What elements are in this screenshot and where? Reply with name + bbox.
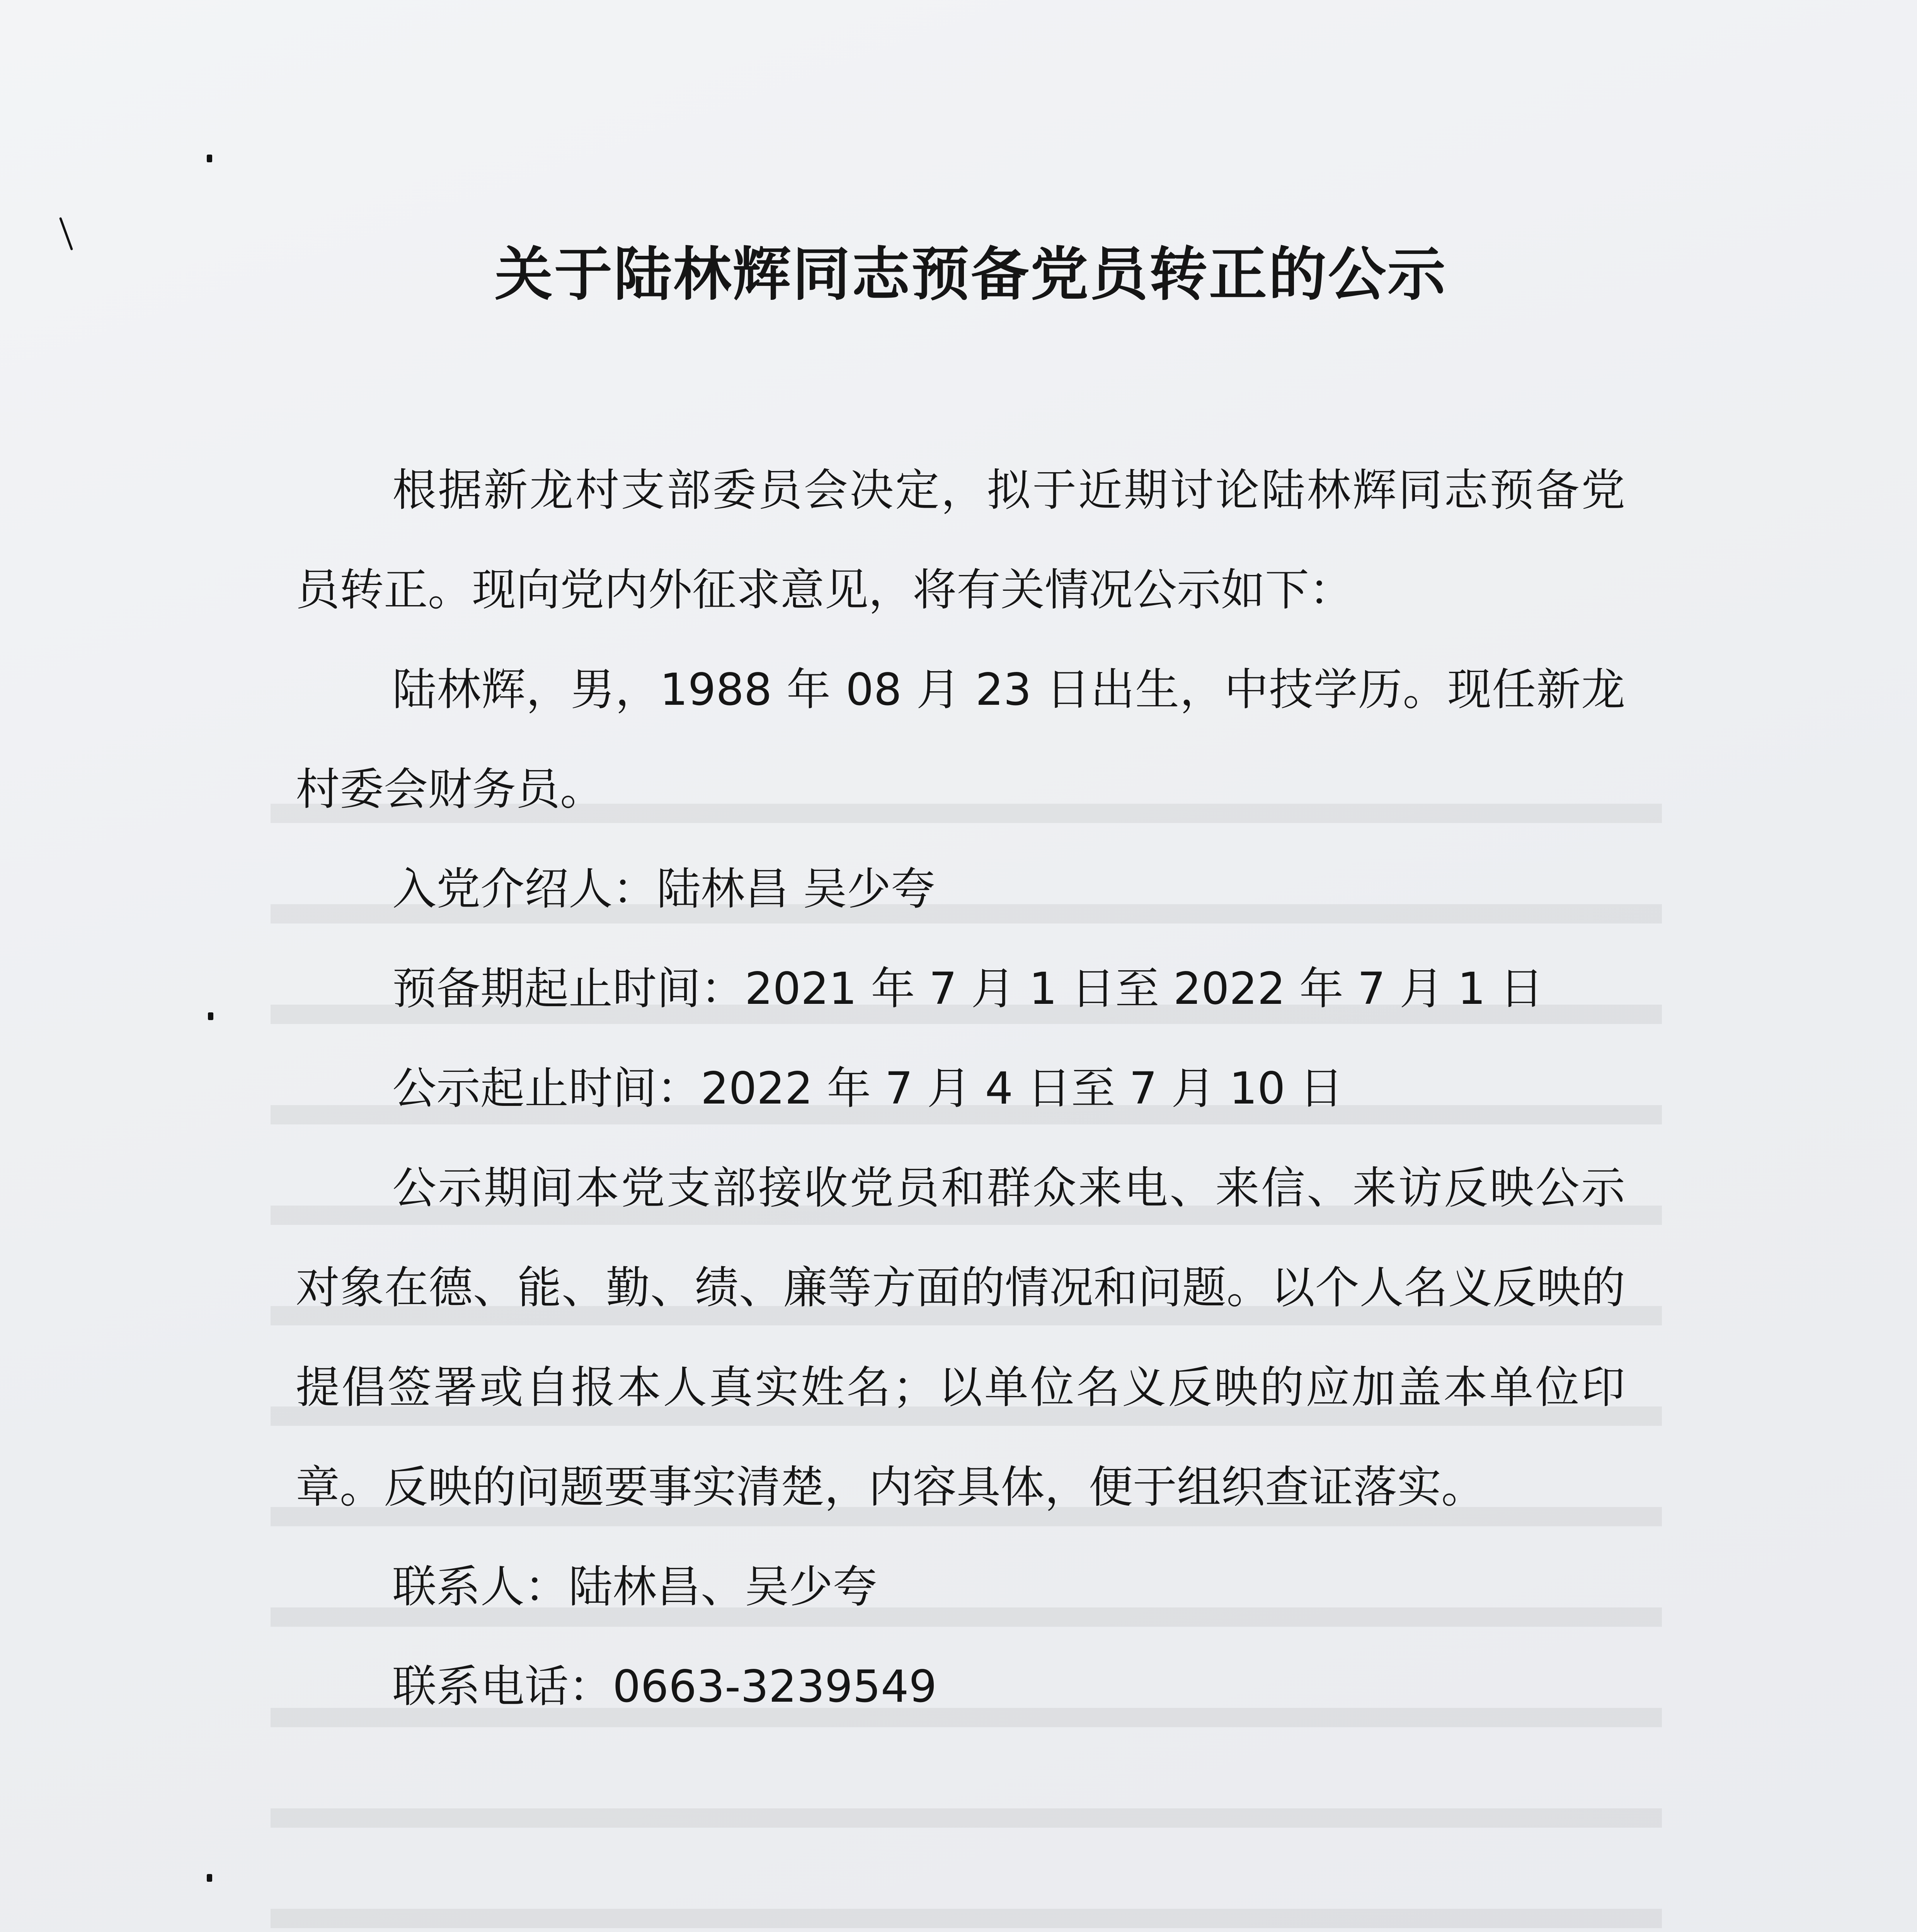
paragraph-phone: 联系电话：0663-3239549 [392, 1661, 937, 1712]
scan-mark [59, 217, 73, 251]
paragraph-intro: 根据新龙村支部委员会决定，拟于近期讨论陆林辉同志预备党员转正。现向党内外征求意见，将有关情况公示如下： [296, 464, 1625, 616]
paragraph-introducers: 入党介绍人：陆林昌 吴少夸 [392, 863, 935, 915]
scan-speck [207, 1874, 212, 1882]
paragraph-profile: 陆林辉，男，1988 年 08 月 23 日出生，中技学历。现任新龙村委会财务员。 [296, 664, 1625, 815]
paragraph-notice-period: 公示起止时间：2022 年 7 月 4 日至 7 月 10 日 [392, 1063, 1343, 1114]
paragraph-contacts: 联系人：陆林昌、吴少夸 [392, 1561, 877, 1612]
document-body [296, 440, 1625, 1736]
document-title: 关于陆林辉同志预备党员转正的公示 [495, 240, 1447, 308]
scan-speck [208, 1012, 213, 1020]
scan-speck [207, 155, 212, 162]
paragraph-probation-period: 预备期起止时间：2021 年 7 月 1 日至 2022 年 7 月 1 日 [392, 963, 1544, 1014]
paragraph-feedback-instructions: 公示期间本党支部接收党员和群众来电、来信、来访反映公示对象在德、能、勤、绩、廉等方面的情况和问题。以个人名义反映的提倡签署或自报本人真实姓名；以单位名义反映的应加盖本单位印章。反映的问题要事实清楚，内容具体，便于组织查证落实。 [296, 1162, 1625, 1513]
